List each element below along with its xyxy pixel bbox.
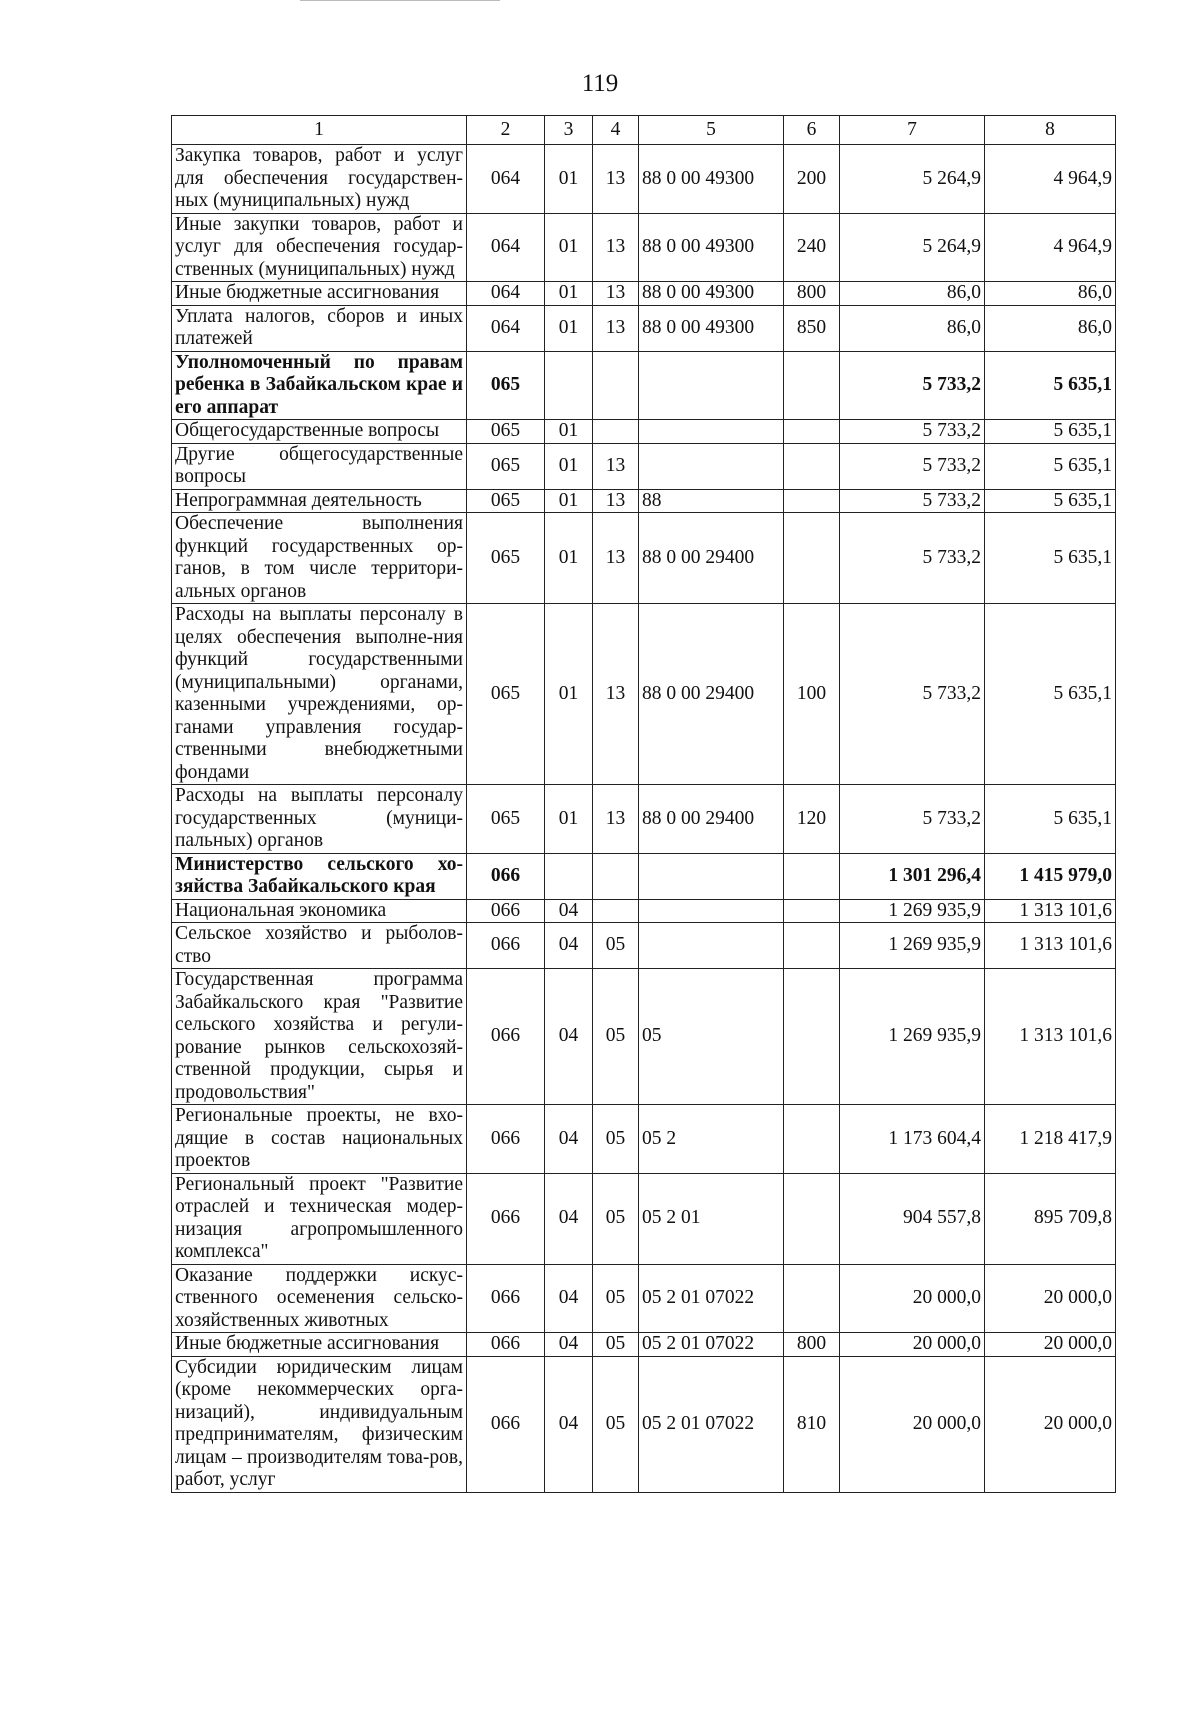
amount-col7-cell: 1 173 604,4 (840, 1105, 985, 1174)
amount-col8-cell: 20 000,0 (985, 1356, 1116, 1492)
table-row (172, 853, 1116, 899)
amount-col8-cell: 1 313 101,6 (985, 899, 1116, 923)
table-row (172, 1356, 1116, 1492)
row-name-cell: Сельское хозяйство и рыболов-ство (172, 923, 467, 969)
amount-col7-cell: 86,0 (840, 282, 985, 306)
row-name-cell: Непрограммная деятельность (172, 489, 467, 513)
table-row (172, 604, 1116, 785)
column-header: 7 (840, 116, 985, 145)
code-admin-cell: 066 (467, 969, 545, 1105)
code-section-cell: 04 (545, 899, 593, 923)
code-section-cell: 04 (545, 1264, 593, 1333)
code-section-cell: 01 (545, 513, 593, 604)
table-row (172, 145, 1116, 214)
amount-col7-cell: 5 733,2 (840, 420, 985, 444)
code-admin-cell: 066 (467, 1356, 545, 1492)
row-name-cell: Министерство сельского хо-зяйства Забайкальского края (172, 853, 467, 899)
code-expense-type-cell: 850 (784, 305, 840, 351)
code-subsection-cell: 05 (593, 1356, 639, 1492)
amount-col8-cell: 1 313 101,6 (985, 923, 1116, 969)
code-subsection-cell: 05 (593, 1105, 639, 1174)
amount-col8-cell: 20 000,0 (985, 1264, 1116, 1333)
amount-col7-cell: 5 264,9 (840, 145, 985, 214)
code-expense-type-cell: 240 (784, 213, 840, 282)
row-name-cell: Общегосударственные вопросы (172, 420, 467, 444)
code-target-article-cell: 88 (639, 489, 784, 513)
table-row (172, 489, 1116, 513)
code-subsection-cell: 05 (593, 969, 639, 1105)
code-expense-type-cell (784, 513, 840, 604)
code-target-article-cell (639, 351, 784, 420)
amount-col7-cell: 1 269 935,9 (840, 899, 985, 923)
code-admin-cell: 064 (467, 305, 545, 351)
code-subsection-cell (593, 853, 639, 899)
code-subsection-cell (593, 351, 639, 420)
code-subsection-cell: 13 (593, 489, 639, 513)
amount-col8-cell: 5 635,1 (985, 513, 1116, 604)
column-header: 6 (784, 116, 840, 145)
amount-col8-cell: 5 635,1 (985, 489, 1116, 513)
amount-col8-cell: 895 709,8 (985, 1173, 1116, 1264)
amount-col7-cell: 5 264,9 (840, 213, 985, 282)
code-target-article-cell: 05 2 01 07022 (639, 1264, 784, 1333)
code-subsection-cell: 13 (593, 282, 639, 306)
code-section-cell: 01 (545, 420, 593, 444)
row-name-cell: Национальная экономика (172, 899, 467, 923)
code-target-article-cell: 05 2 01 07022 (639, 1333, 784, 1357)
code-subsection-cell: 13 (593, 213, 639, 282)
amount-col8-cell: 4 964,9 (985, 145, 1116, 214)
code-target-article-cell: 05 2 (639, 1105, 784, 1174)
code-admin-cell: 065 (467, 604, 545, 785)
code-subsection-cell: 13 (593, 604, 639, 785)
code-target-article-cell: 88 0 00 49300 (639, 282, 784, 306)
column-header: 1 (172, 116, 467, 145)
amount-col7-cell: 904 557,8 (840, 1173, 985, 1264)
code-admin-cell: 064 (467, 145, 545, 214)
code-expense-type-cell (784, 1173, 840, 1264)
row-name-cell: Закупка товаров, работ и услуг для обеспечения государствен-ных (муниципальных) нужд (172, 145, 467, 214)
code-section-cell: 04 (545, 1105, 593, 1174)
column-header: 5 (639, 116, 784, 145)
code-expense-type-cell (784, 969, 840, 1105)
table-row (172, 305, 1116, 351)
table-row (172, 899, 1116, 923)
amount-col8-cell: 86,0 (985, 282, 1116, 306)
amount-col7-cell: 1 269 935,9 (840, 969, 985, 1105)
code-expense-type-cell (784, 853, 840, 899)
code-admin-cell: 065 (467, 489, 545, 513)
row-name-cell: Иные бюджетные ассигнования (172, 1333, 467, 1357)
amount-col8-cell: 4 964,9 (985, 213, 1116, 282)
amount-col7-cell: 20 000,0 (840, 1333, 985, 1357)
code-section-cell: 04 (545, 1173, 593, 1264)
code-section-cell: 01 (545, 145, 593, 214)
amount-col8-cell: 5 635,1 (985, 443, 1116, 489)
page-number: 119 (581, 70, 619, 97)
table-row (172, 420, 1116, 444)
row-name-cell: Обеспечение выполнения функций государственных ор-ганов, в том числе территори-альных органов (172, 513, 467, 604)
table-row (172, 213, 1116, 282)
code-section-cell: 01 (545, 213, 593, 282)
table-row (172, 1333, 1116, 1357)
amount-col8-cell: 1 415 979,0 (985, 853, 1116, 899)
code-admin-cell: 066 (467, 853, 545, 899)
code-target-article-cell: 88 0 00 29400 (639, 513, 784, 604)
code-admin-cell: 065 (467, 513, 545, 604)
code-subsection-cell: 05 (593, 1264, 639, 1333)
amount-col7-cell: 86,0 (840, 305, 985, 351)
table-row (172, 282, 1116, 306)
amount-col8-cell: 86,0 (985, 305, 1116, 351)
code-section-cell: 01 (545, 305, 593, 351)
code-subsection-cell: 05 (593, 1333, 639, 1357)
code-target-article-cell: 88 0 00 49300 (639, 305, 784, 351)
row-name-cell: Региональный проект "Развитие отраслей и техническая модер-низация агропромышленного комплекса" (172, 1173, 467, 1264)
code-admin-cell: 065 (467, 420, 545, 444)
row-name-cell: Иные закупки товаров, работ и услуг для обеспечения государ-ственных (муниципальных) нужд (172, 213, 467, 282)
table-row (172, 351, 1116, 420)
table-header-row (172, 116, 1116, 145)
code-section-cell: 01 (545, 604, 593, 785)
code-subsection-cell (593, 899, 639, 923)
code-section-cell: 04 (545, 969, 593, 1105)
code-admin-cell: 066 (467, 1173, 545, 1264)
code-target-article-cell (639, 899, 784, 923)
amount-col7-cell: 5 733,2 (840, 513, 985, 604)
code-admin-cell: 066 (467, 923, 545, 969)
code-admin-cell: 066 (467, 1264, 545, 1333)
amount-col8-cell: 20 000,0 (985, 1333, 1116, 1357)
amount-col8-cell: 5 635,1 (985, 351, 1116, 420)
code-target-article-cell: 05 (639, 969, 784, 1105)
amount-col7-cell: 5 733,2 (840, 351, 985, 420)
amount-col7-cell: 20 000,0 (840, 1356, 985, 1492)
code-subsection-cell: 13 (593, 145, 639, 214)
code-target-article-cell: 05 2 01 (639, 1173, 784, 1264)
code-target-article-cell: 05 2 01 07022 (639, 1356, 784, 1492)
code-subsection-cell: 05 (593, 923, 639, 969)
row-name-cell: Расходы на выплаты персоналу государственных (муници-пальных) органов (172, 785, 467, 854)
table-row (172, 969, 1116, 1105)
code-subsection-cell: 13 (593, 785, 639, 854)
code-admin-cell: 066 (467, 1333, 545, 1357)
amount-col7-cell: 5 733,2 (840, 489, 985, 513)
code-section-cell (545, 351, 593, 420)
table-row (172, 1173, 1116, 1264)
row-name-cell: Расходы на выплаты персоналу в целях обеспечения выполне-ния функций государственными (муниципальными) органами, казенными учреждениями, ор-ганами управления государ-ственными внебюджетными фондами (172, 604, 467, 785)
row-name-cell: Региональные проекты, не вхо-дящие в состав национальных проектов (172, 1105, 467, 1174)
code-admin-cell: 066 (467, 1105, 545, 1174)
code-section-cell: 04 (545, 1356, 593, 1492)
budget-table (171, 115, 1116, 1493)
code-target-article-cell (639, 853, 784, 899)
code-expense-type-cell: 800 (784, 1333, 840, 1357)
row-name-cell: Уполномоченный по правам ребенка в Забайкальском крае и его аппарат (172, 351, 467, 420)
code-expense-type-cell (784, 1105, 840, 1174)
table-row (172, 923, 1116, 969)
row-name-cell: Другие общегосударственные вопросы (172, 443, 467, 489)
table-row (172, 1105, 1116, 1174)
code-subsection-cell: 05 (593, 1173, 639, 1264)
code-target-article-cell (639, 420, 784, 444)
amount-col7-cell: 5 733,2 (840, 443, 985, 489)
code-admin-cell: 064 (467, 282, 545, 306)
code-expense-type-cell (784, 443, 840, 489)
code-section-cell: 04 (545, 923, 593, 969)
table-row (172, 513, 1116, 604)
code-target-article-cell (639, 443, 784, 489)
code-section-cell: 01 (545, 443, 593, 489)
code-admin-cell: 065 (467, 785, 545, 854)
code-section-cell: 04 (545, 1333, 593, 1357)
table-row (172, 443, 1116, 489)
column-header: 2 (467, 116, 545, 145)
code-expense-type-cell (784, 351, 840, 420)
amount-col8-cell: 5 635,1 (985, 604, 1116, 785)
code-subsection-cell (593, 420, 639, 444)
row-name-cell: Субсидии юридическим лицам (кроме некоммерческих орга-низаций), индивидуальным предпринимателям, физическим лицам – производителям това-ров, работ, услуг (172, 1356, 467, 1492)
amount-col7-cell: 5 733,2 (840, 604, 985, 785)
code-expense-type-cell: 100 (784, 604, 840, 785)
code-admin-cell: 064 (467, 213, 545, 282)
code-admin-cell: 066 (467, 899, 545, 923)
code-admin-cell: 065 (467, 443, 545, 489)
code-section-cell (545, 853, 593, 899)
code-expense-type-cell: 800 (784, 282, 840, 306)
table-row (172, 785, 1116, 854)
amount-col8-cell: 5 635,1 (985, 420, 1116, 444)
code-expense-type-cell (784, 1264, 840, 1333)
column-header: 4 (593, 116, 639, 145)
code-target-article-cell: 88 0 00 29400 (639, 604, 784, 785)
code-expense-type-cell: 810 (784, 1356, 840, 1492)
amount-col8-cell: 1 218 417,9 (985, 1105, 1116, 1174)
code-expense-type-cell (784, 923, 840, 969)
code-expense-type-cell: 120 (784, 785, 840, 854)
code-target-article-cell: 88 0 00 49300 (639, 213, 784, 282)
code-section-cell: 01 (545, 489, 593, 513)
code-subsection-cell: 13 (593, 443, 639, 489)
code-section-cell: 01 (545, 282, 593, 306)
scan-artifact-rule (300, 0, 500, 1)
amount-col7-cell: 1 301 296,4 (840, 853, 985, 899)
row-name-cell: Государственная программа Забайкальского края "Развитие сельского хозяйства и регули-рование рынков сельскохозяй-ственной продукции, сырья и продовольствия" (172, 969, 467, 1105)
amount-col7-cell: 20 000,0 (840, 1264, 985, 1333)
code-subsection-cell: 13 (593, 305, 639, 351)
code-section-cell: 01 (545, 785, 593, 854)
code-target-article-cell: 88 0 00 49300 (639, 145, 784, 214)
amount-col8-cell: 1 313 101,6 (985, 969, 1116, 1105)
code-expense-type-cell (784, 489, 840, 513)
code-expense-type-cell (784, 899, 840, 923)
table-body (172, 145, 1116, 1493)
amount-col7-cell: 1 269 935,9 (840, 923, 985, 969)
column-header: 8 (985, 116, 1116, 145)
row-name-cell: Оказание поддержки искус-ственного осеменения сельско-хозяйственных животных (172, 1264, 467, 1333)
column-header: 3 (545, 116, 593, 145)
code-expense-type-cell: 200 (784, 145, 840, 214)
amount-col7-cell: 5 733,2 (840, 785, 985, 854)
code-target-article-cell (639, 923, 784, 969)
row-name-cell: Иные бюджетные ассигнования (172, 282, 467, 306)
code-target-article-cell: 88 0 00 29400 (639, 785, 784, 854)
amount-col8-cell: 5 635,1 (985, 785, 1116, 854)
row-name-cell: Уплата налогов, сборов и иных платежей (172, 305, 467, 351)
table-row (172, 1264, 1116, 1333)
code-subsection-cell: 13 (593, 513, 639, 604)
code-expense-type-cell (784, 420, 840, 444)
code-admin-cell: 065 (467, 351, 545, 420)
